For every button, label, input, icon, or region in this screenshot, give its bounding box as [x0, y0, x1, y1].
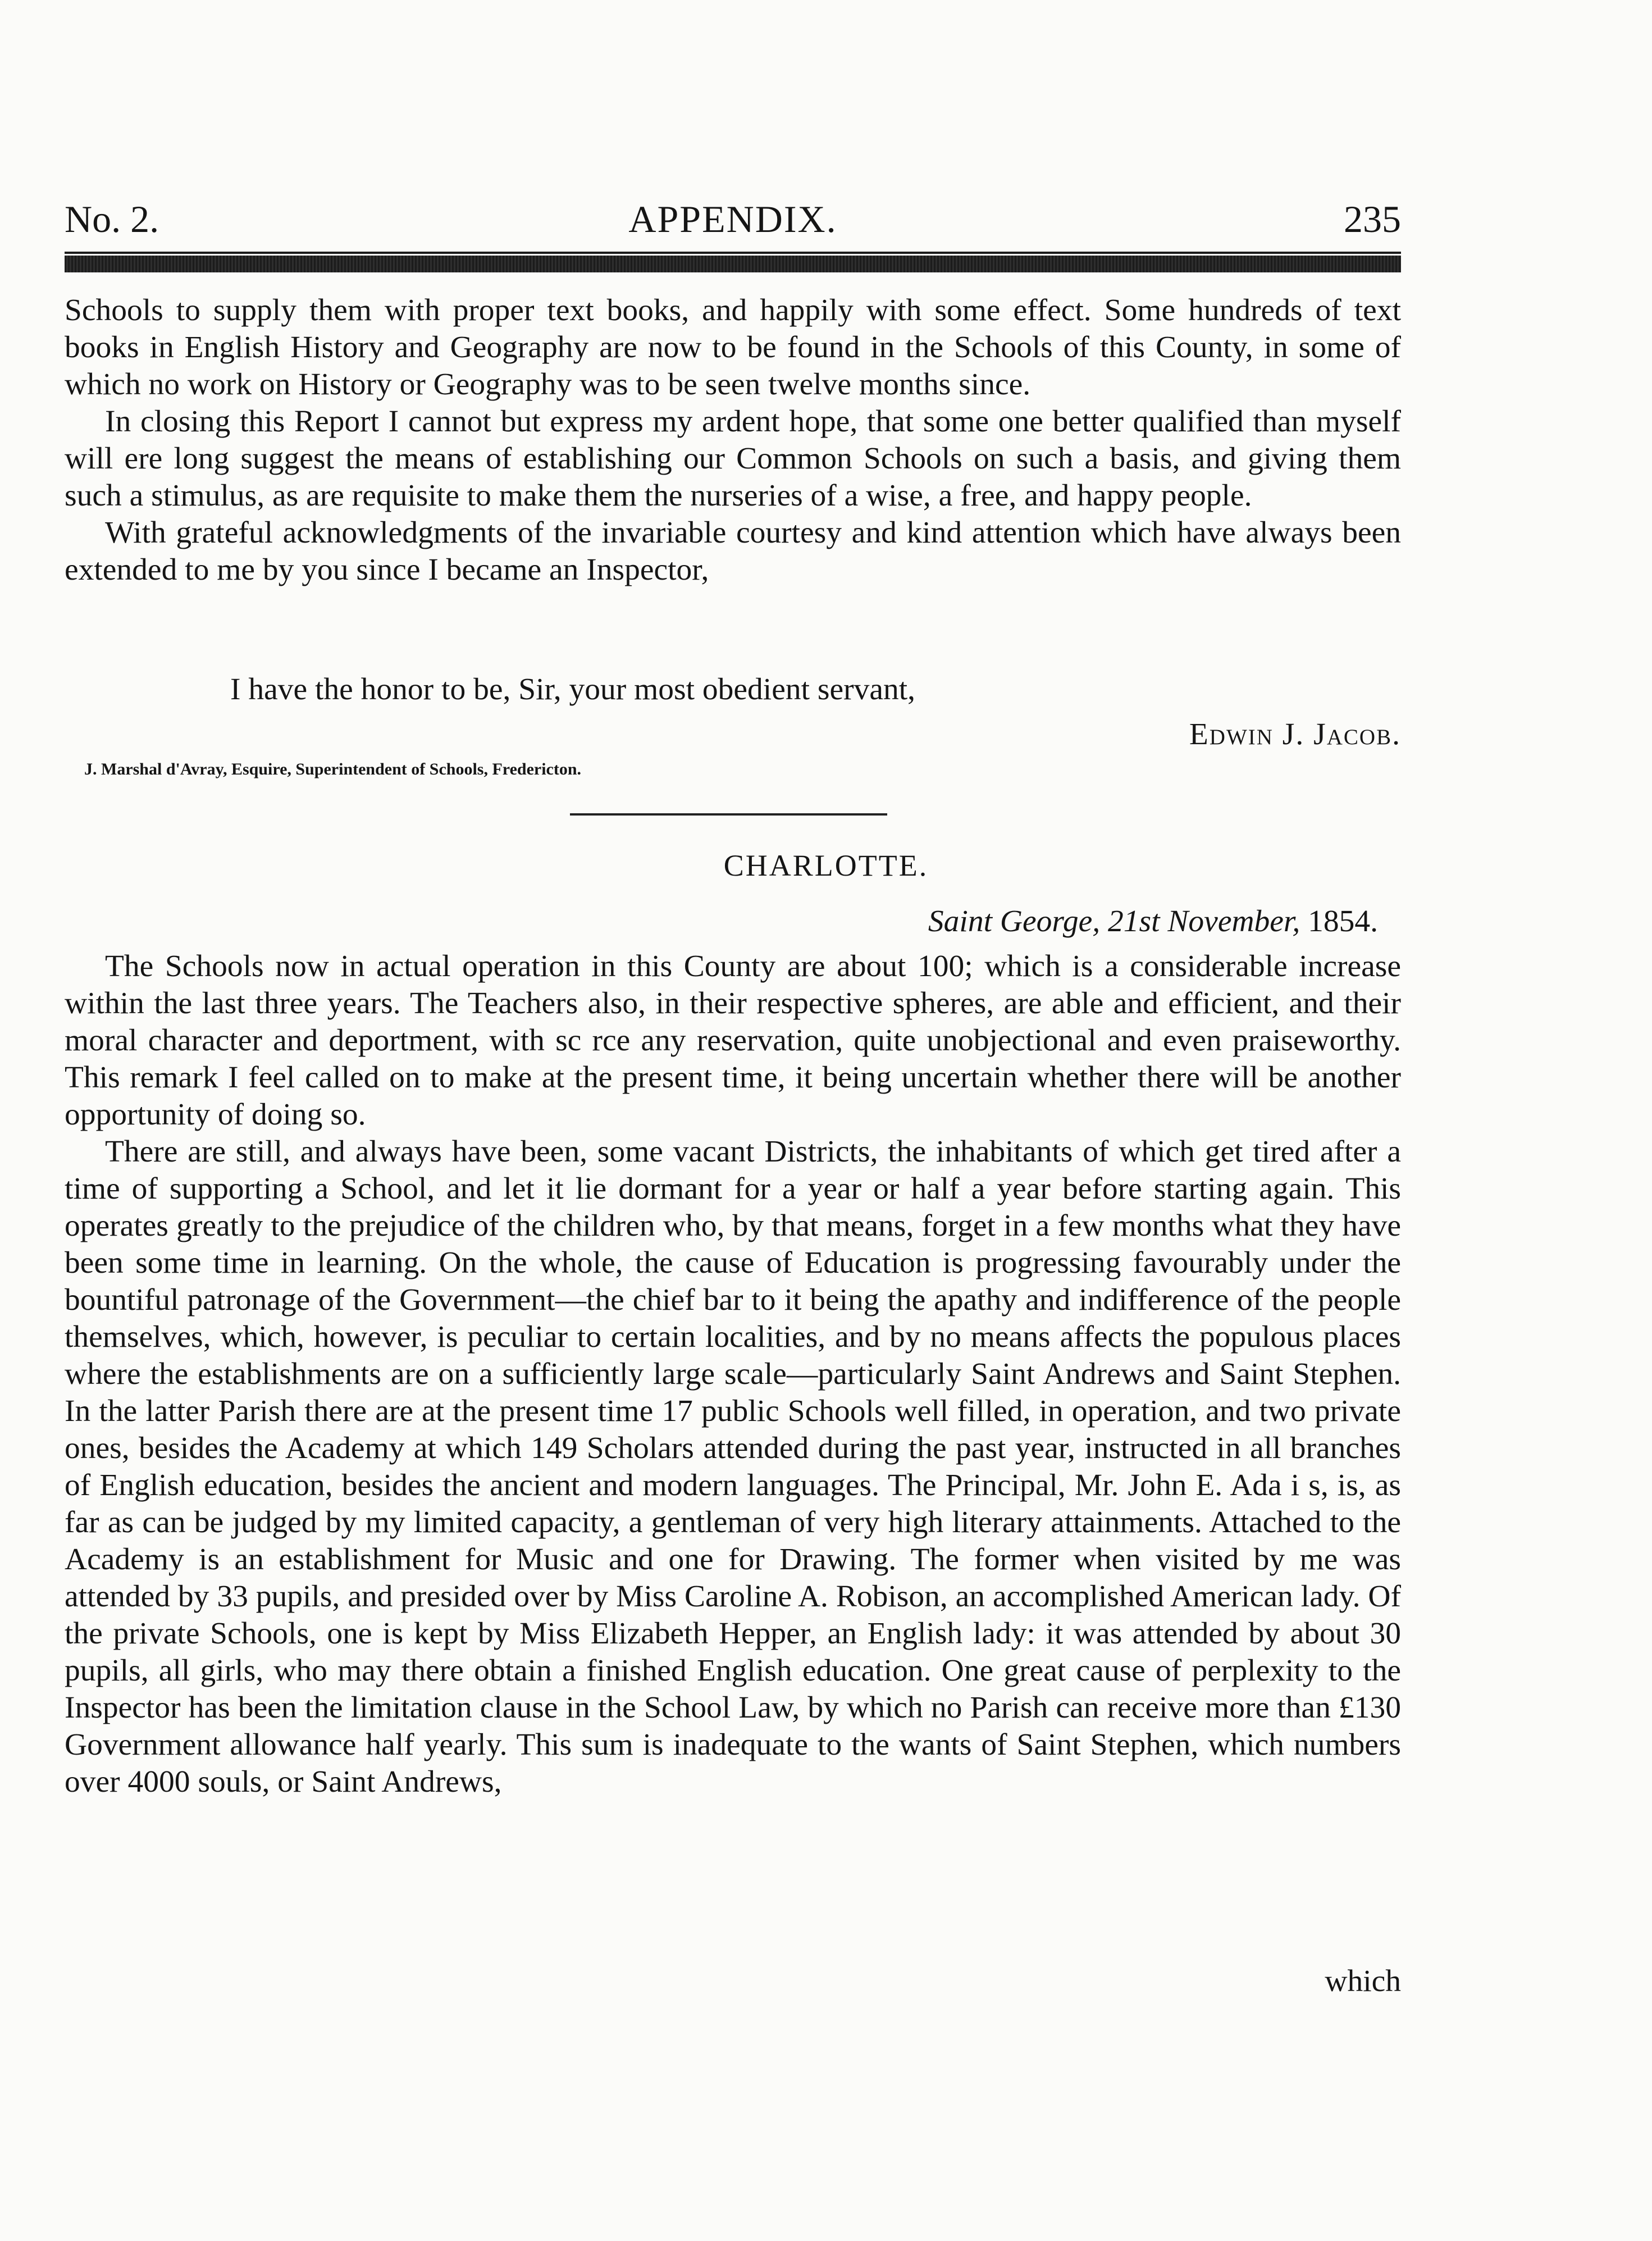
closing-line: I have the honor to be, Sir, your most obedient servant,	[230, 672, 916, 707]
running-header	[65, 194, 1401, 244]
section-title: CHARLOTTE.	[723, 849, 929, 882]
paragraph: There are still, and always have been, some vacant Districts, the inhabitants of which get tired after a time of supporting a School, and let it lie dormant for a year or half a year before starting again. This operates greatly to the prejudice of the children who, by that means, forget in a few months what they have been some time in learning. On the whole, the cause of Education is progressing favourably under the bountiful patronage of the Government—the chief bar to it being the apathy and indifference of the people themselves, which, however, is peculiar to certain localities, and by no means affects the populous places where the establishments are on a sufficiently large scale—particularly Saint Andrews and Saint Stephen. In the latter Parish there are at the present time 17 public Schools well filled, in operation, and two private ones, besides the Academy at which 149 Scholars attended during the past year, instructed in all branches of English education, besides the ancient and modern languages. The Principal, Mr. John E. Ada i s, is, as far as can be judged by my limited capacity, a gentleman of very high literary attainments. Attached to the Academy is an establishment for Music and one for Drawing. The former when visited by me was attended by 33 pupils, and presided over by Miss Caroline A. Robison, an accomplished American lady. Of the private Schools, one is kept by Miss Elizabeth Hepper, an English lady: it was attended by about 30 pupils, all girls, who may there obtain a finished English education. One great cause of perplexity to the Inspector has been the limitation clause in the School Law, by which no Parish can receive more than £130 Government allowance half yearly. This sum is inadequate to the wants of Saint Stephen, which numbers over 4000 souls, or Saint Andrews,	[65, 1135, 1401, 1799]
signature: Edwin J. Jacob.	[1189, 717, 1401, 751]
paragraph: Schools to supply them with proper text books, and happily with some effect. Some hundreds of text books in English History and Geography are now to be found in the Schools of this County, in some of which no work on History or Geography was to be seen twelve months since.	[65, 293, 1401, 402]
continued-report	[65, 292, 1401, 589]
paragraph: In closing this Report I cannot but express my ardent hope, that some one better qualified than myself will ere long suggest the means of establishing our Common Schools on such a basis, and giving them such a stimulus, as are requisite to make them the nurseries of a wise, a free, and happy people.	[65, 404, 1401, 513]
charlotte-report	[65, 948, 1401, 1801]
header-rule-thin	[65, 252, 1401, 254]
dateline-year: 1854.	[1308, 904, 1378, 939]
running-title: APPENDIX.	[628, 198, 837, 240]
section-divider	[570, 813, 887, 816]
addressee: J. Marshal d'Avray, Esquire, Superintendent of Schools, Fredericton.	[84, 760, 582, 778]
header-rule-thick	[65, 256, 1401, 272]
document-number: No. 2.	[65, 198, 159, 240]
paragraph: The Schools now in actual operation in this County are about 100; which is a considerable increase within the last three years. The Teachers also, in their respective spheres, are able and efficient, and their moral character and deportment, with sc rce any reservation, quite unobjectional and even praiseworthy. This remark I feel called on to make at the present time, it being uncertain whether there will be another opportunity of doing so.	[65, 949, 1401, 1132]
page-number: 235	[1344, 198, 1401, 240]
dateline	[928, 903, 1378, 940]
paragraph: With grateful acknowledgments of the invariable courtesy and kind attention which have always been extended to me by you since I became an Inspector,	[65, 516, 1401, 587]
dateline-place: Saint George, 21st November,	[928, 904, 1300, 939]
catchword: which	[1325, 1964, 1401, 1998]
